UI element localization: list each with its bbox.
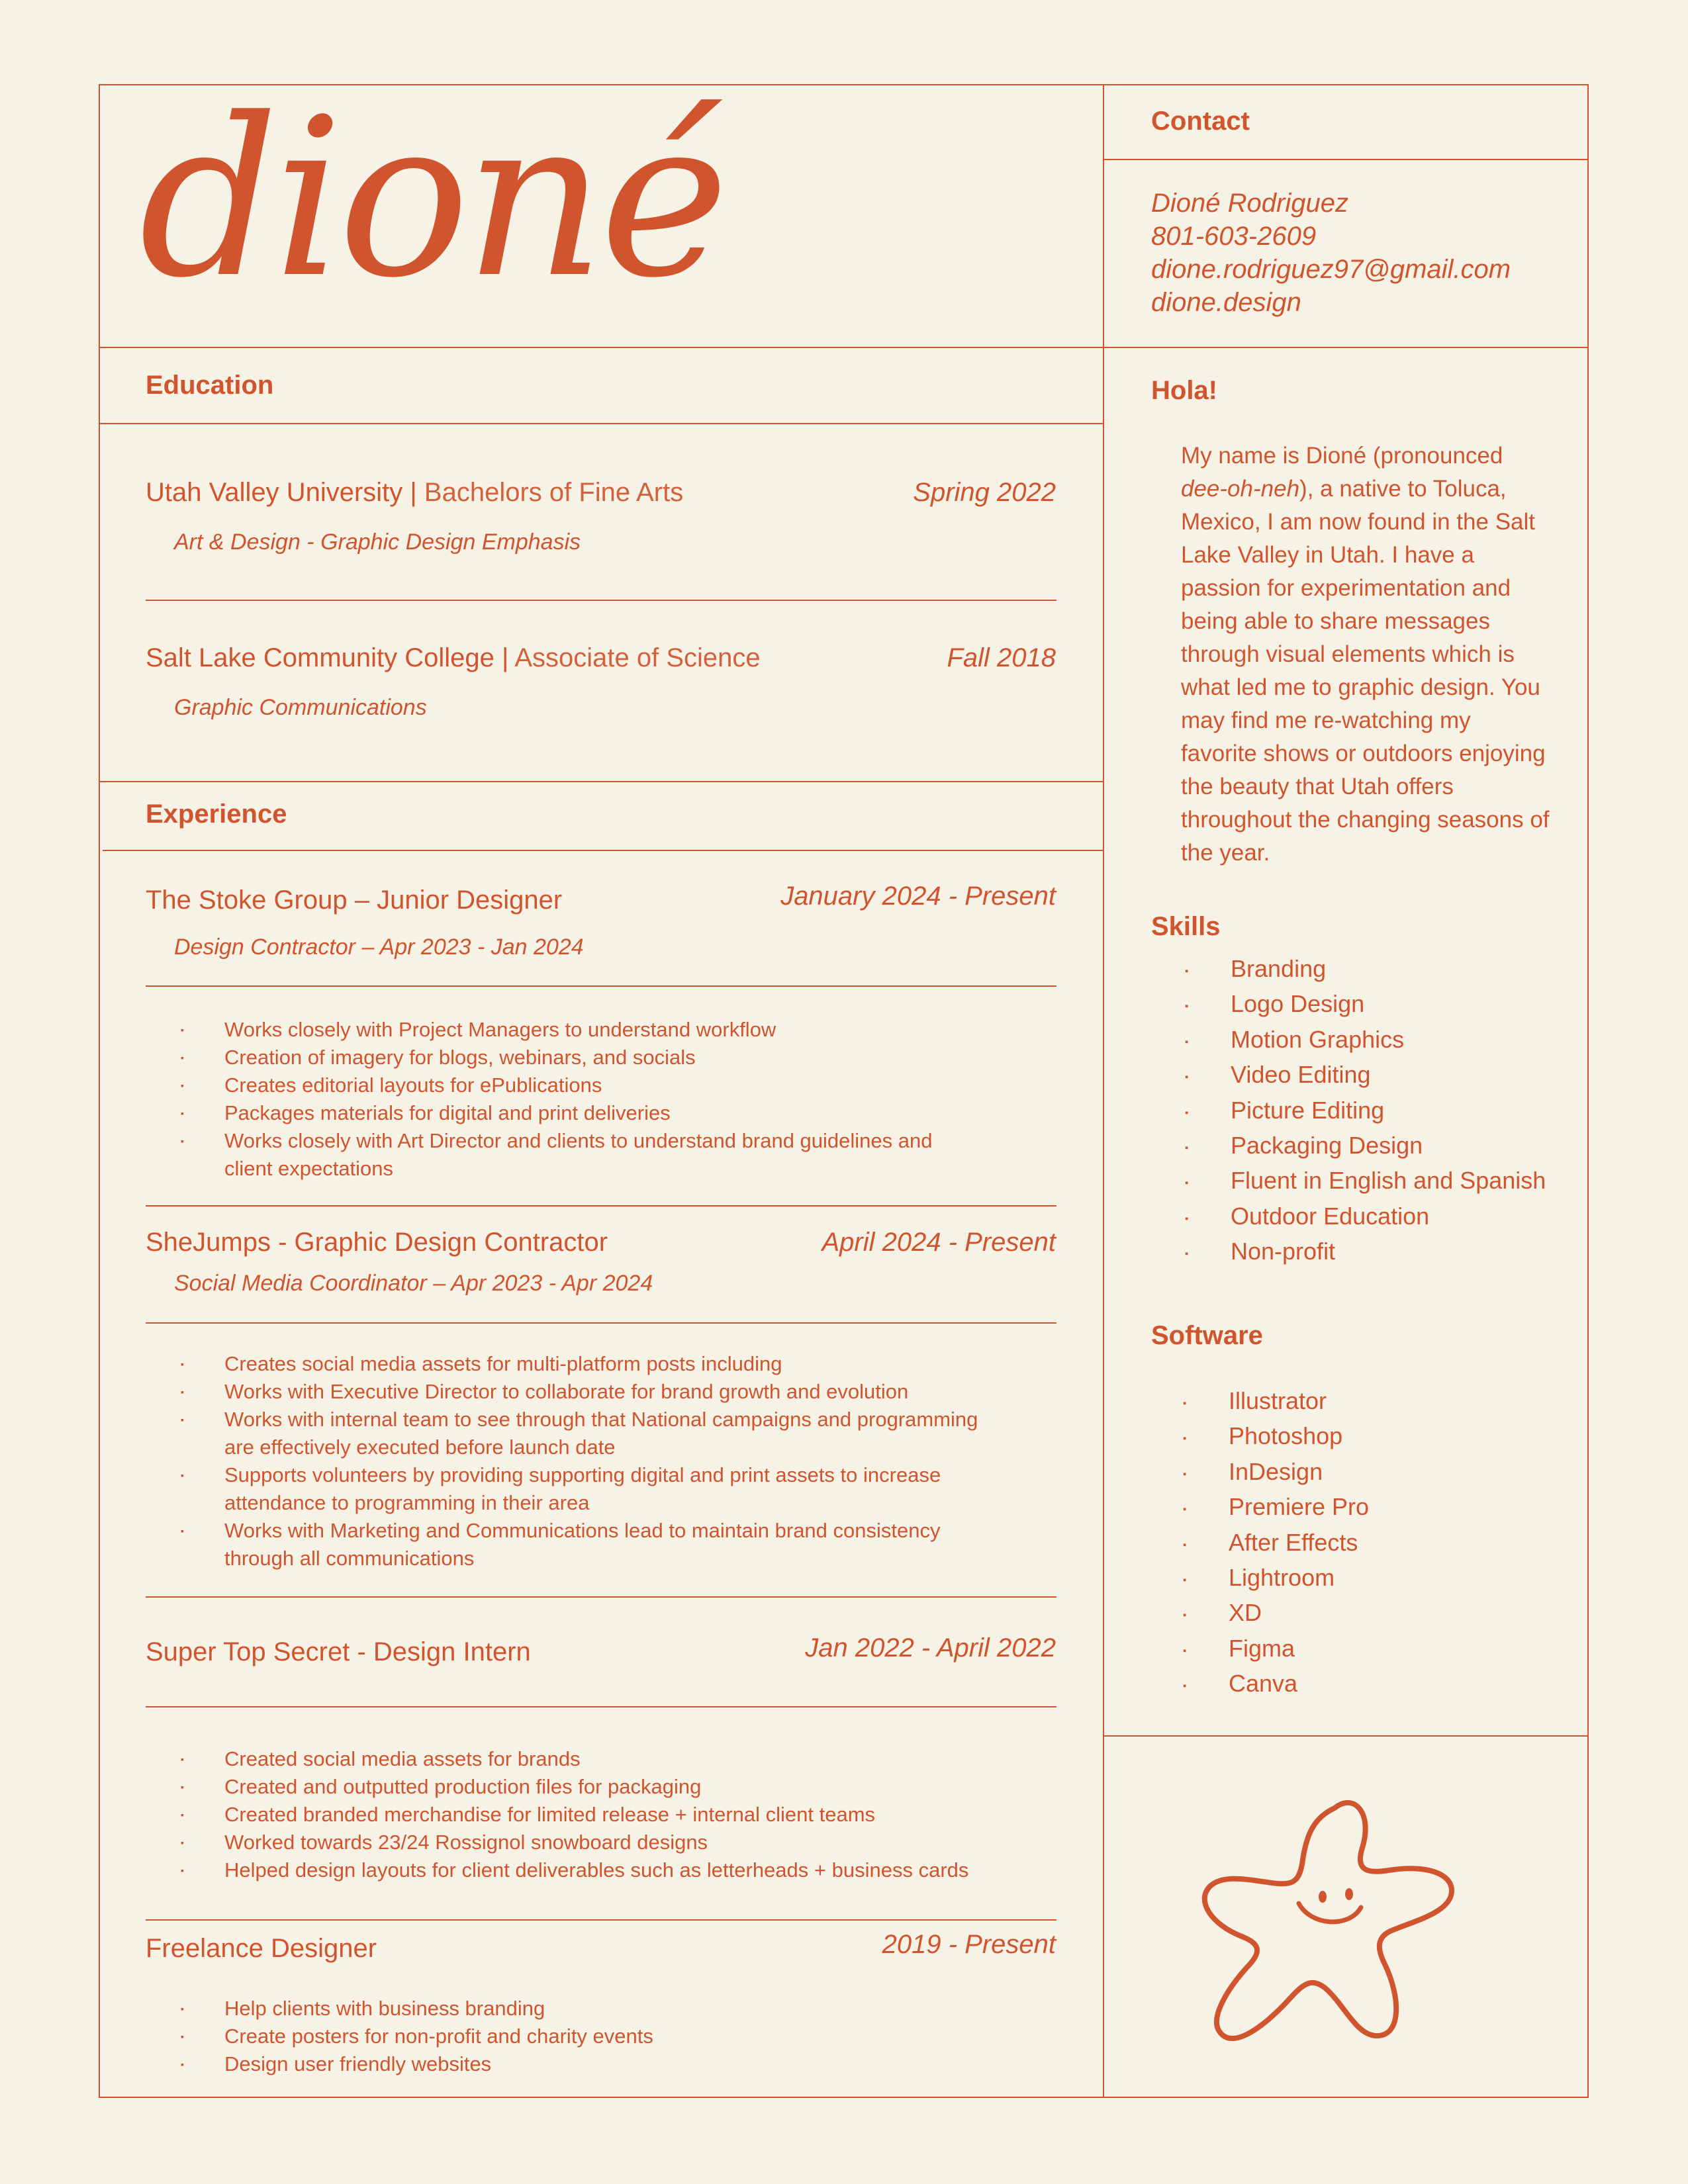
list-item: ▪ Create posters for non-profit and charity events bbox=[174, 2023, 1035, 2050]
bio-text bbox=[1181, 439, 1552, 870]
job-bullets bbox=[174, 1350, 1008, 1572]
education-focus: Graphic Communications bbox=[174, 695, 427, 720]
job-divider bbox=[146, 985, 1056, 987]
list-item: ▪ Canva bbox=[1178, 1666, 1369, 1701]
job-divider bbox=[146, 1919, 1056, 1921]
list-item: ▪ Premiere Pro bbox=[1178, 1489, 1369, 1524]
divider-header-bottom bbox=[99, 347, 1589, 348]
divider-contact-heading bbox=[1103, 159, 1589, 160]
list-item: ▪ XD bbox=[1178, 1595, 1369, 1630]
job-date: April 2024 - Present bbox=[821, 1228, 1056, 1257]
list-item: ▪ Creates social media assets for multi-platform posts including bbox=[174, 1350, 1008, 1378]
list-item: ▪ Creation of imagery for blogs, webinars, and socials bbox=[174, 1044, 968, 1071]
list-item: ▪ Fluent in English and Spanish bbox=[1180, 1163, 1546, 1198]
job-bullets bbox=[174, 1995, 1035, 2078]
list-item: ▪ Figma bbox=[1178, 1631, 1369, 1666]
list-item: ▪ Created social media assets for brands bbox=[174, 1745, 1035, 1773]
list-item: ▪ Works with internal team to see through that National campaigns and programming are effectively executed before launch date bbox=[174, 1406, 1008, 1461]
list-item: ▪ Packages materials for digital and print deliveries bbox=[174, 1099, 968, 1127]
list-item: ▪ After Effects bbox=[1178, 1525, 1369, 1560]
column-divider bbox=[1103, 84, 1104, 2098]
education-degree: Bachelors of Fine Arts bbox=[424, 478, 684, 507]
list-item: ▪ Works closely with Project Managers to understand workflow bbox=[174, 1016, 968, 1044]
list-item: ▪ Motion Graphics bbox=[1180, 1022, 1546, 1057]
list-item: ▪ Design user friendly websites bbox=[174, 2050, 1035, 2078]
education-date: Spring 2022 bbox=[913, 478, 1056, 507]
list-item: ▪ Photoshop bbox=[1178, 1418, 1369, 1453]
job-date: Jan 2022 - April 2022 bbox=[805, 1633, 1056, 1662]
contact-heading: Contact bbox=[1151, 107, 1250, 136]
divider-sidebar-bottom bbox=[1103, 1735, 1589, 1737]
contact-name: Dioné Rodriguez bbox=[1151, 189, 1348, 218]
education-focus: Art & Design - Graphic Design Emphasis bbox=[174, 529, 581, 555]
list-item: ▪ InDesign bbox=[1178, 1454, 1369, 1489]
contact-website[interactable]: dione.design bbox=[1151, 288, 1301, 317]
list-item: ▪ Illustrator bbox=[1178, 1383, 1369, 1418]
experience-heading: Experience bbox=[146, 799, 287, 829]
job-date: 2019 - Present bbox=[882, 1930, 1056, 1959]
list-item: ▪ Help clients with business branding bbox=[174, 1995, 1035, 2023]
education-entry-title bbox=[146, 478, 683, 508]
job-divider bbox=[146, 1706, 1056, 1707]
list-item: ▪ Video Editing bbox=[1180, 1057, 1546, 1092]
list-item: ▪ Lightroom bbox=[1178, 1560, 1369, 1595]
job-divider bbox=[146, 1322, 1056, 1324]
logo-wordmark: dioné bbox=[139, 71, 724, 326]
education-school: Salt Lake Community College bbox=[146, 643, 494, 672]
smiling-star-icon bbox=[1178, 1787, 1483, 2065]
education-entry-title bbox=[146, 643, 761, 673]
job-title: SheJumps - Graphic Design Contractor bbox=[146, 1228, 608, 1257]
bio-pronunciation: dee-oh-neh bbox=[1181, 476, 1300, 502]
job-subtitle: Social Media Coordinator – Apr 2023 - Apr 2024 bbox=[174, 1271, 653, 1296]
list-item: ▪ Works closely with Art Director and clients to understand brand guidelines and client expectations bbox=[174, 1127, 968, 1183]
skills-heading: Skills bbox=[1151, 912, 1221, 941]
job-title: Freelance Designer bbox=[146, 1934, 377, 1963]
skills-list bbox=[1180, 951, 1546, 1269]
education-school: Utah Valley University bbox=[146, 478, 403, 507]
contact-phone[interactable]: 801-603-2609 bbox=[1151, 222, 1317, 251]
education-entry-divider bbox=[146, 600, 1056, 601]
list-item: ▪ Helped design layouts for client deliverables such as letterheads + business cards bbox=[174, 1856, 1035, 1884]
contact-email[interactable]: dione.rodriguez97@gmail.com bbox=[1151, 255, 1511, 284]
software-list bbox=[1178, 1383, 1369, 1702]
list-item: ▪ Worked towards 23/24 Rossignol snowboard designs bbox=[174, 1829, 1035, 1856]
job-date: January 2024 - Present bbox=[780, 882, 1056, 911]
divider-experience-top bbox=[99, 781, 1103, 782]
job-divider bbox=[146, 1205, 1056, 1206]
education-separator: | bbox=[402, 478, 424, 507]
job-title: Super Top Secret - Design Intern bbox=[146, 1637, 531, 1666]
job-title: The Stoke Group – Junior Designer bbox=[146, 886, 563, 915]
job-bullets bbox=[174, 1745, 1035, 1884]
software-heading: Software bbox=[1151, 1321, 1263, 1350]
bio-text-start: My name is Dioné (pronounced bbox=[1181, 443, 1503, 469]
job-subtitle: Design Contractor – Apr 2023 - Jan 2024 bbox=[174, 934, 584, 960]
contact-details bbox=[1151, 187, 1511, 319]
divider-education-heading bbox=[99, 423, 1103, 424]
education-heading: Education bbox=[146, 371, 274, 400]
job-divider bbox=[146, 1596, 1056, 1598]
list-item: ▪ Packaging Design bbox=[1180, 1128, 1546, 1163]
list-item: ▪ Creates editorial layouts for ePublications bbox=[174, 1071, 968, 1099]
list-item: ▪ Created branded merchandise for limited release + internal client teams bbox=[174, 1801, 1035, 1829]
divider-experience-heading bbox=[103, 850, 1103, 851]
list-item: ▪ Outdoor Education bbox=[1180, 1199, 1546, 1234]
list-item: ▪ Works with Executive Director to collaborate for brand growth and evolution bbox=[174, 1378, 1008, 1406]
list-item: ▪ Works with Marketing and Communications lead to maintain brand consistency through all communications bbox=[174, 1517, 1008, 1572]
hola-heading: Hola! bbox=[1151, 376, 1217, 405]
list-item: ▪ Created and outputted production files for packaging bbox=[174, 1773, 1035, 1801]
list-item: ▪ Supports volunteers by providing supporting digital and print assets to increase attendance to programming in their area bbox=[174, 1461, 1008, 1517]
list-item: ▪ Logo Design bbox=[1180, 986, 1546, 1021]
list-item: ▪ Branding bbox=[1180, 951, 1546, 986]
education-date: Fall 2018 bbox=[947, 643, 1056, 672]
list-item: ▪ Non-profit bbox=[1180, 1234, 1546, 1269]
job-bullets bbox=[174, 1016, 968, 1183]
bio-text-end: ), a native to Toluca, Mexico, I am now found in the Salt Lake Valley in Utah. I have a passion for experimentation and being able to share messages through visual elements which is what led me to graphic design. You may find me re-watching my favorite shows or outdoors enjoying the beauty that Utah offers throughout the changing seasons of the year. bbox=[1181, 476, 1550, 866]
list-item: ▪ Picture Editing bbox=[1180, 1093, 1546, 1128]
education-degree: Associate of Science bbox=[514, 643, 761, 672]
education-separator: | bbox=[494, 643, 515, 672]
